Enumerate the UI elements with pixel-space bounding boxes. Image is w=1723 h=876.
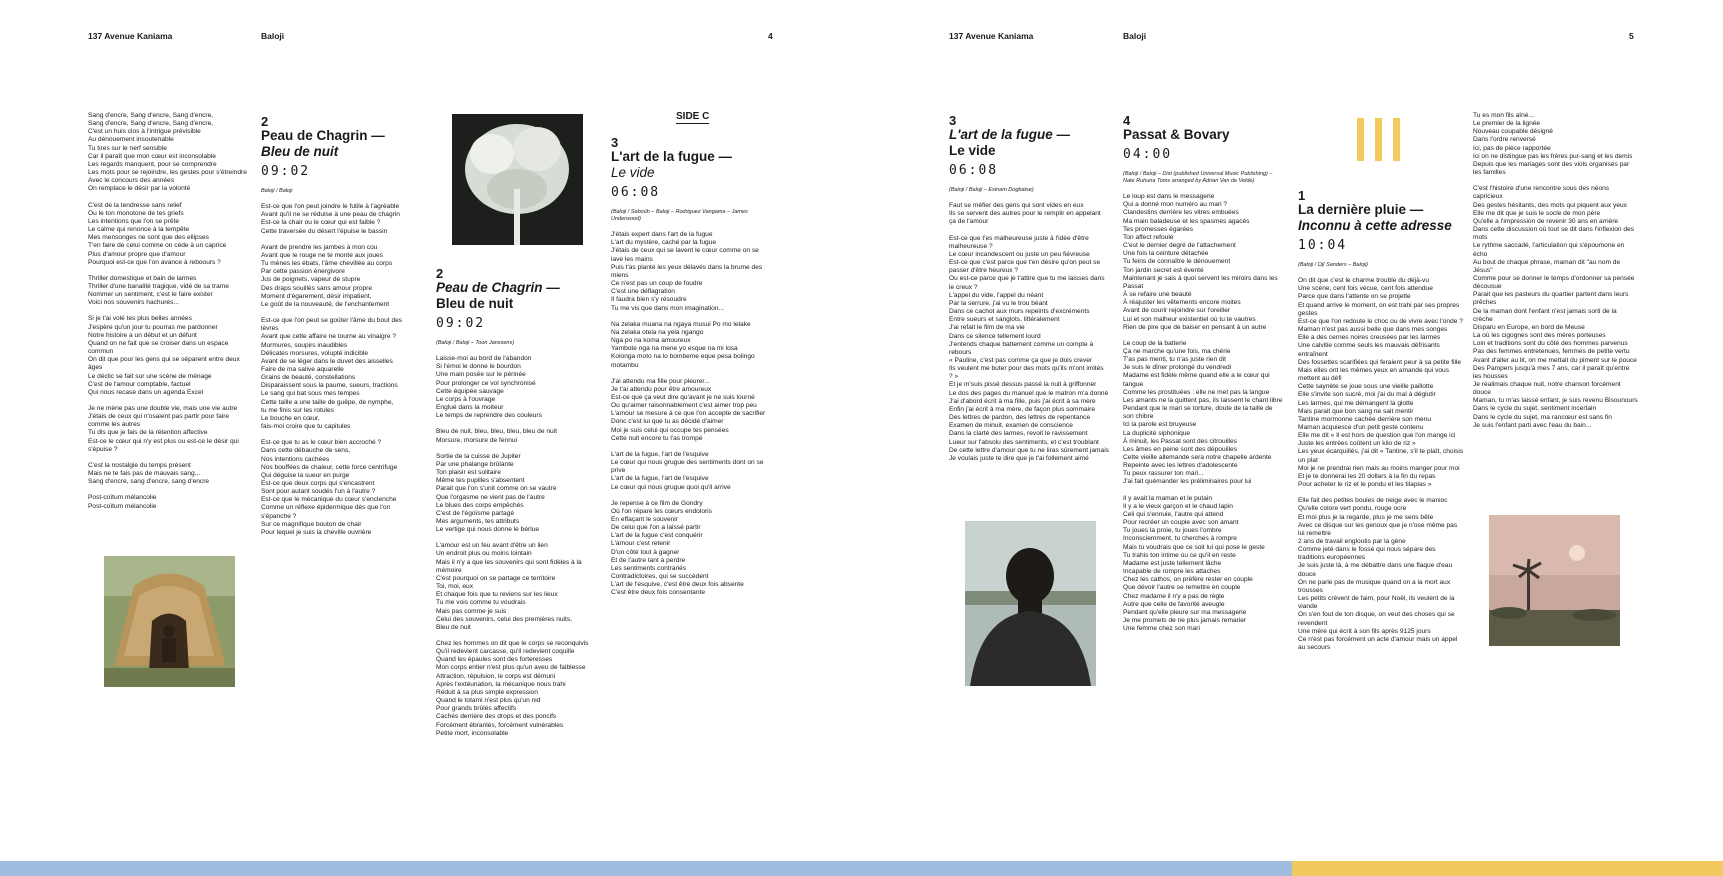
photo-night-tree [452,114,583,245]
track-duration: 06:08 [949,163,999,178]
roman-bar [1375,118,1382,161]
track-duration: 04:00 [1123,147,1173,162]
track-subtitle-text: Bleu de nuit [261,144,339,159]
track-subtitle-text: Le vide [611,165,655,180]
track-number: 3 [949,113,957,128]
track-credit: (Baloji / Saboüh – Baloji – Rodriguez Vangama – James Underwood) [611,209,748,223]
lyric-stanza: Sortie de la cuisse de Jupiter Par une phalange brûlante Ton plaisir est solitaire Même tes pupilles s'absentent Parait que l'on s'unit comme on se vautre Que l'orgasme ne vient pas de l'autre Le blues des corps empêchés C'est de l'égoïsme partagé Mes arguments, tes attributs Le vertige qui nous donne le bérlue [436,452,557,534]
track-title-main: L'art de la fugue — [611,149,732,164]
track-duration: 10:04 [1298,238,1348,253]
track-subtitle [1298,218,1464,234]
lyric-stanza: Je ne mène pas une double vie, mais une vie autre J'étais de ceux qui n'osaient pas partir pour faire comme les autres Tu dis que je fais de la rétention affective Est-ce le cœur qui n'y est plus ou est-ce le désir qui s'épuise ? [88,405,239,453]
page-number-right: 5 [1629,31,1634,41]
track-credit: (Baloji / Baloji – Toon Janssens) [436,340,515,347]
lyric-stanza: C'est de la tendresse sans relief Ou le ton monotone de tes griefs Les intentions que l'on se prête Le calme qui renonce à la tempête Mes mensonges ne sont que des ellipses T'en faire de celui comme on cède à un caprice Plus d'amour propre que d'amour Pourquoi est-ce que l'on avance à reboours ? [88,201,227,266]
track-subtitle-text: Bleu de nuit [436,296,514,311]
track-duration: 06:08 [611,185,661,200]
roman-bar [1357,118,1364,161]
song-column-2 [261,115,421,545]
lyric-stanza: Post-coïtum mélancolie Post-coïtum mélancolie [88,494,157,510]
lyrics-column-8 [1473,112,1638,438]
track-credit: Baloji / Baloji [261,188,293,195]
song-column-7 [1298,189,1464,660]
track-subtitle [436,296,601,312]
lyric-stanza: Thriller domestique et bain de larmes Thriller d'une banalité tragique, vidé de sa trame Nommer un sentiment, c'est le faire exister Voici nos souvenirs hachurés... [88,274,229,307]
track-credit: (Baloji / Djî Sanders – Baloji) [1298,262,1369,269]
lyric-stanza: Si je t'ai volé tes plus belles années J'espère qu'un jour tu pourras me pardonner Notre histoire a un début et un défunt Quand on ne fait que se croiser dans un espace commun On dit que pour les gens qui se séparent entre deux âges Le déclic se fait sur une scène de ménage C'est de l'amour comptable, factuel Qui nous recase dans un agenda Excel [88,315,240,396]
track-subtitle-text: Le vide [949,143,996,158]
song-column-5 [949,114,1109,471]
track-number: 3 [611,135,619,150]
photo-man-back [965,521,1096,686]
photo-straw-hut [104,556,235,687]
lyric-stanza: J'ai attendu ma fille pour pleurer... Je t'ai attendu pour être amoureux Est-ce que ça veut dire qu'avant je ne suis lourné Ou qu'aimer raisonnablement c'est aimer trop peu L'amour se mesure à ce que l'on accepte de sacrifier Donc c'est lui que tu as décidé d'aimer Moi je suis celui qui occupe tes pensées Cette nuit encore tu l'as trompé [611,377,766,442]
lyric-stanza: Tu es mon fils aîné... Le premier de la lignée Nouveau coupable désigné Dans l'ordre renversé Ici, pas de pièce rapportée Ici on ne distingue pas les frères pur-sang et les demis Depuis que les mariages sont des viols organisés par les familles [1473,112,1633,177]
track-subtitle [611,165,771,181]
side-label: SIDE C [676,111,710,122]
song-column-6 [1123,114,1283,641]
track-title [261,128,421,144]
running-header-album-left: Baloji [261,31,285,41]
track-credit: (Baloji / Baloji – Esinam Dogbatse) [949,187,1034,194]
photo-palm-sunset [1489,515,1620,646]
track-subtitle [261,144,421,160]
lyric-stanza: L'art de la fugue, l'art de l'esquive Le cœur qui nous grugue des sentiments dont on se prive L'art de la fugue, l'art de l'esquive Le cœur qui nous grugue quoi qu'il arrive [611,450,764,491]
running-header-album-right: Baloji [1123,31,1147,41]
lyric-stanza: Est-ce que t'es malheureuse juste à l'idée d'être malheureuse ? Le cœur incandescent ou juste un peu fiévreuse Est-ce que c'est parce que t'en désire qu'on peut se passer d'être heureux ? Ou est-ce parce que je t'attire que tu me laisses dans le creux ? L'appel du vide, l'appel du néant Par la serrure, j'ai vu le trou béant Dans ce cachot aux murs repeints d'excréments Entre sueurs et sanglots, littéralement J'ai refait le film de ma vie Dans ce silence tellement lourd J'entends chaque battement comme un compte à rebours « Pauline, c'est pas comme ça que je dois crever Ils veulent me buter pour des mots qu'ils m'ont imités ? » Et je m'suis pissé dessus passé la nuit à griffonner Le dos des pages du manuel que le matron m'a donné J'ai d'abord écrit à ma fille, puis j'ai écrit à sa mère Enfin j'ai écrit à ma mère, de façon plus sommaire Des lettres de pardon, des lettres de repentance Examen de minuit, examen de conscience Dans la clarté des larmes, revoit le ravissement Lueur sur l'absolu des sentiments, et c'est troublant De cette lettre d'amour que tu ne liras sûrement jamais Je voulais juste te dire que je t'ai follement aimé [949,234,1109,462]
lyric-stanza: C'est l'histoire d'une rencontre sous des néons capricieux Des gestes hésitants, des mots qui piquent aux yeux Elle me dit que je suis le socle de mon père Qu'elle a l'impression de revenir 30 ans en arrière Dans cette discussion où tout se dit dans l'inflexion des mots Le rythme saccadé, l'articulation qui s'époumone en écho Au bout de chaque phrase, maman dit "au nom de Jésus" Comme pour se donner le temps d'ordonner sa pensée décousue Parait que les pasteurs du quartier partent dans leurs prêches De la maman dont l'enfant n'est jamais sorti de la crèche Disparu en Europe, en bord de Meuse La où les cigognes sont des mères porteuses Loin et traditions sont du côté des hommes parvenus Pas des femmes entretenues, femmes de petite vertu Avant d'aller au lit, on me mettait du piment sur le pouce Des Pampers jusqu'à mes 7 ans, car il paraît qu'entre les housses Je réalimais chaque nuit, notre chanson forcément douce Maman, tu m'as laissé enfant, je suis revenu Bisounours Dans le cycle du sujet, sentiment incertain Dans le cycle du sujet, ma rancœur est sans fin Je suis l'enfant parti avec l'eau du bain... [1473,185,1638,429]
track-duration: 09:02 [261,164,311,179]
lyric-stanza: Le loup est dans le messagerie Qui a donné mon numéro au mari ? Clandestins derrière les vitres embuées Ma main baladeuse et les spasmes agacés Tes promesses égarées Ton affect refoulé C'est le dernier degré de l'attachement Une fois la ceinture détachée Tu feins de connaître le dénouement Ton jardin secret est éventé Maintenant je sais à quoi servent les miroirs dans les Passat À se refaire une beauté À réajuster les vêtements encore moites Avant de courir rejoindre sur l'oreiller Lui et son malheur existentiel où tu te vautres Rien de pire que de baiser en pensant à un autre [1123,193,1278,331]
track-number: 4 [1123,113,1131,128]
lyric-stanza: J'étais expert dans l'art de la fugue L'art du mystère, caché par la fugue J'étais de ceux qui se lavent le cœur comme on se lave les mains Puis t'as planté les yeux délavés dans la brume des miens Ce n'est pas un coup de foudre C'est une déflagration Il faudra bien s'y résoudre Tu me vis que dans mon imagination... [611,231,763,312]
lyric-stanza: On dit que c'est le charme trouble du déjà-vu Une scène, cent fois vécue, cent fois attendue Parce que dans l'attente on se projette Et quand arrive le moment, on est trahi par ses propres gestes Est-ce que l'on redoute le choc ou de vivre avec l'onde ? Maman n'est pas aussi belle que dans mes songes Elle a des cernes noires creusées par les larmes Une calvitie comme seuls les mauvais défrisants entraînent Des fossettes scarifiées qui feraient peur à sa petite fille Mais elles ont les mêmes yeux en amande qui vous mettent au défi Cette saynète se joue sous une vieille paillotte Elle s'invite son sucré, moi j'ai du mal à déglutir Les larmes, qui me démangent la glotte Mais parait que bon sang ne sait mentir Tantine mormonne cachée derrière son menu Maman acquiesce d'un petit geste contenu Elle me dit « Il est hors de question que l'on mange ici Juste les entrées coûtent un kilo de riz » Les yeux écarquillés, j'ai dit « Tantine, s'il te plaît, choisis un plat Moi je ne prendrai rien mais au moins manger pour moi Et je te donnerai les 20 dollars à la fin du repas Pour acheter le riz et le pondu et les tilapias » [1298,277,1464,489]
track-title-main: L'art de la fugue — [949,127,1070,142]
lyric-stanza: Bleu de nuit, bleu, bleu, bleu, bleu de nuit Morsure, morsure de fennui [436,428,557,444]
bottom-bar-blue [0,861,1292,876]
track-credit: (Baloji / Baloji – Dist (published Universal Music Publishing) – Nate Ruhuna Toms arranged by Adrian Van de Velde) [1123,171,1273,185]
track-subtitle-text: Inconnu à cette adresse [1298,218,1452,233]
track-title [1298,202,1464,218]
track-title [949,127,1109,143]
running-header-artist-right: 137 Avenue Kaniama [949,31,1034,41]
lyric-stanza: Chez les hommes on dit que le corps se reconquivis Qu'il redevient carcasse, qu'il redevient coquille Quand les épaules sont des forteresses Mon corps entier n'est plus qu'un aveu de faiblesse Attraction, répulsion, le corps est démuni Après l'extéunation, la mécanique nous trahi Réduit à sa plus simple expression Quand le totami n'est plus qu'un nid Pour grands brûlés affectifs Cachés derrière des drops et des poncifs Forcément ébranlés, forcément vulnérables Petite mort, inconsolable [436,640,589,737]
track-subtitle [949,143,1109,159]
track-number: 2 [261,114,269,129]
track-title-main: Peau de Chagrin — [436,280,560,295]
lyrics-column-1 [88,112,248,519]
song-column-4 [611,136,771,606]
lyric-stanza: Laisse-moi au bord de l'abandon Si l'émoi le donne le bourdon Une main posée sur le périnée Pour prolonger ce vol synchronisé Cette équipée sauvage Le corps à l'ouvrage Englué dans la moiteur Le temps de reprendre des couleurs [436,355,542,420]
roman-bar [1393,118,1400,161]
lyric-stanza: Est-ce que tu as le cœur bien accroché ? Dans cette débauche de sens, Nos intentions cachées Nos bouffées de chaleur, cette force centrifuge Qui déguise la sueur en purge Est-ce que deux corps qui s'encastrent Sont pour autant soudés l'un à l'autre ? Est-ce que le mécanique du cœur s'enclenche Comme un réflexe épidermique dès que l'on s'épanche ? Sur ce magnifique bouton de chair Pour lequel je suis la cheville ouvrière [261,439,398,536]
song-column-3 [436,267,601,746]
lyric-stanza: C'est la nostalgie du temps présent Mais ne te fais pas de mauvais sang... Sang d'encre, sang d'encre, sang d'encre [88,461,210,486]
lyric-stanza: Est-ce que l'on peut se goûter l'âme du bout des lèvres Avant que cette affaire ne tourne au vinaigre ? Murmures, soupirs inaudibles Délicates morsures, volupté indicible Avant de se léger dans le duvet des aisselles Faire de ma salive aquarelle Grains de beauté, constellations Disparaissent sous la paume, sueurs, tractions Le sang qui bat sous mes tempes Cette taille a une taille de guêpe, de nymphe, tu me finis sur les rotules Le bouche en cœur, fais-moi croire que tu capitules [261,317,403,431]
page-number-left: 4 [768,31,773,41]
track-number: 2 [436,266,444,281]
lyric-stanza: Le coup de la batterie Ça ne marche qu'une fois, ma chérie T'as pas menti, tu n'as juste rien dit Je suis le dîner prolongé du vendredi Madame est fidèle même quand elle a le cœur qui tangue Comme les prostituées : elle ne met pas la langue Les amants ne la quittent pas, ils laissent le chant libre Pendant que le mari se torture, doute de la taille de son chibre Ici la parole est bruyeuse La duplicité siphonique À minuit, les Passat sont des citrouilles Les âmes en peine sont des dépouilles Cette vieille allemande sera notre chapelle ardente Repeinte avec les lettres d'adolescente Tu peux rassurer ton mari... J'ai fait quémander les préliminaires pour lui [1123,339,1283,486]
lyric-stanza: Est-ce que l'on peut joindre le futile à l'agréable Avant qu'il ne se réduise à une peau de chagrin Est-ce la chair ou le cœur qui est faible ? Cette traversée du désert l'épuise le bassin [261,203,400,235]
lyric-stanza: L'amour est un feu avant d'être un lien Un endroit plus ou moins lointain Mais il n'y a que les souvenirs qui sont fidèles à la mémoire C'est pourquoi on se partage ce territoire Toi, moi, eux Et chaque fois que tu reviens sur les lieux Tu me vois comme tu voudrais Mais pas comme je suis Celui des souvenirs, celui des premières nuits, Bleu de nuit [436,542,582,631]
lyric-stanza: Sang d'encre, Sang d'encre, Sang d'encre, Sang d'encre, Sang d'encre, Sang d'encre, C'est un huis clos à l'intrigue prévisible Au dénouement insoutenable Tu tires sur le nerf sensible Car il paraît que mon cœur est inconsolable Les regards manquent, pour se comprendre Les mots pour se rejoindre, les gestes pour s'étreindre Avec le concours des années On remplace le désir par la volonté [88,112,247,193]
track-title-main: Peau de Chagrin — [261,128,385,143]
lyric-stanza: Je repense à ce film de Gondry Où l'on répare les cœurs endoloris En effaçant le souvenir De celui que l'on a laissé partir L'art de la fugue c'est conquérir L'amour c'est retenir D'un côté tout à gagner Et de l'autre tant à perdre Les sentiments contrariés Contradictoires, qui se succèdent L'art de l'esquive, c'est être deux fois absente C'est être deux fois consentante [611,499,744,597]
track-title [1123,127,1283,143]
bottom-bar-gold [1292,861,1723,876]
track-title-main: La dernière pluie — [1298,202,1424,217]
track-title-main: Passat & Bovary [1123,127,1230,142]
lyric-stanza: Na zelaka muana na ngaya musui Po mo lelake Na zelaka otela na yela ngango Nga po na koma amoureux Yambote nga na mene yo esque na mi losa Kolonga moto na lo bombeme eque pesa bolingo motambu [611,320,755,369]
track-title [611,149,771,165]
lyric-stanza: Faut se méfier des gens qui sont vides en eux Ils se servent des autres pour le remplir en appelant ça de l'amour [949,202,1101,226]
running-header-artist-left: 137 Avenue Kaniama [88,31,173,41]
lyric-stanza: Avant de prendre les jambes à mon cou Avant que le rouge ne te monte aux joues Tu mènes les ébats, l'âme chevillée au corps Par cette passion énergivore Jus de poignets, vapeur de stupre Des draps souillés sans amour propre Moment d'égarement, désir impatient, Le goût de la nouveauté, de l'enchantement [261,243,393,308]
track-title [436,280,601,296]
track-number: 1 [1298,188,1306,203]
track-duration: 09:02 [436,316,486,331]
lyric-stanza: Il y avait la maman et le putain Il y a le vieux garçon et le chaud lapin Celi qui s'ennuie, l'autre qui attend Pour recréer un couple avec son amant Tu joues la proie, tu joues l'ombre Inconsciemment, tu cherches à rompre Mais tu voudrais que ce soit lui qui pose le geste Tu trahis ton intime ou ce qu'il en reste Madame est juste tellement lâche Incapable de rompre les attaches Chez les cathos, on préfère rester en couple Que dévoir l'autre se remettre en couple Chez madame il n'y a pas de règle Autre que celle de favorité aveugle Pendant qu'elle pleure sur ma messagerie Je me promets de ne plus jamais remarier Une femme chez son mari [1123,494,1265,633]
lyric-stanza: Elle fait des petites boules de neige avec le manioc Qu'elle colore vert pondu, rouge ocre Et moi plus je la regarde, plus je me sens bête Avec ce disque sur les genoux que je n'ose même pas lui remettre 2 ans de travail engloutis par la gène Comme jeté dans le fossé qui nous sépare des traditions européennes Je suis juste là, à me débattre dans une flaque d'eau douce On ne parle pas de musique quand on a la mort aux trousses Les petits crèvent de faim, pour Noël, ils veulent de la viande On s'en fout de ton disque, on veut des choses qui se revendent Une mère qui écrit à son fils après 9125 jours Ce n'est pas forcément un acte d'amour mais un appel au secours [1298,497,1458,652]
